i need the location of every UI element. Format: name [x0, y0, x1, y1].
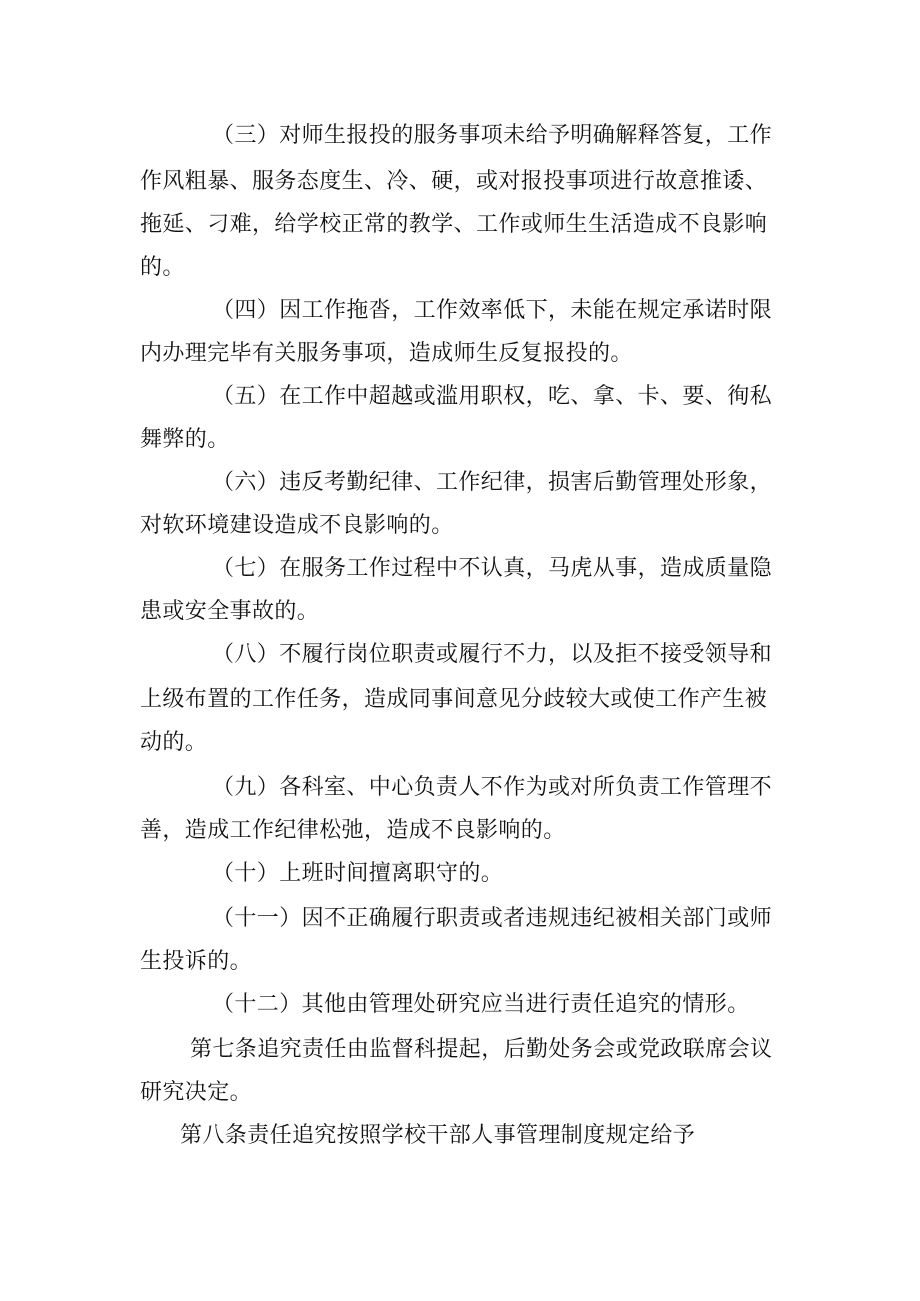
- paragraph-11-line-2: 生投诉的。: [140, 949, 253, 974]
- paragraph-7-line-1: （七）在服务工作过程中不认真，马虎从事，造成质量隐: [212, 556, 773, 581]
- paragraph-3-line-1: （三）对师生报投的服务事项未给予明确解释答复，工作: [212, 123, 773, 148]
- article-7-line-1: 第七条追究责任由监督科提起，后勤处务会或党政联席会议: [190, 1037, 773, 1062]
- paragraph-4-line-1: （四）因工作拖沓，工作效率低下，未能在规定承诺时限: [212, 298, 773, 323]
- paragraph-7-line-2: 患或安全事故的。: [140, 599, 320, 624]
- paragraph-6-line-2: 对软环境建设造成不良影响的。: [140, 513, 454, 538]
- paragraph-10-line-1: （十）上班时间擅离职守的。: [212, 861, 504, 886]
- paragraph-6-line-1: （六）违反考勤纪律、工作纪律，损害后勤管理处形象，: [212, 470, 773, 495]
- paragraph-9-line-1: （九）各科室、中心负责人不作为或对所负责工作管理不: [212, 775, 773, 800]
- paragraph-4-line-2: 内办理完毕有关服务事项，造成师生反复报投的。: [140, 341, 633, 366]
- paragraph-8-line-3: 动的。: [140, 730, 208, 755]
- paragraph-11-line-1: （十一）因不正确履行职责或者违规违纪被相关部门或师: [212, 906, 773, 931]
- paragraph-12-line-1: （十二）其他由管理处研究应当进行责任追究的情形。: [212, 992, 750, 1017]
- article-8-line-1: 第八条责任追究按照学校干部人事管理制度规定给予: [180, 1123, 696, 1148]
- paragraph-5-line-2: 舞弊的。: [140, 427, 230, 452]
- article-7-line-2: 研究决定。: [140, 1080, 253, 1105]
- paragraph-8-line-2: 上级布置的工作任务，造成同事间意见分歧较大或使工作产生被: [140, 687, 768, 712]
- paragraph-8-line-1: （八）不履行岗位职责或履行不力，以及拒不接受领导和: [212, 642, 773, 667]
- paragraph-5-line-1: （五）在工作中超越或滥用职权，吃、拿、卡、要、徇私: [212, 384, 773, 409]
- paragraph-3-line-2: 作风粗暴、服务态度生、冷、硬，或对报投事项进行故意推诿、: [140, 169, 768, 194]
- paragraph-3-line-4: 的。: [140, 255, 185, 280]
- paragraph-9-line-2: 善，造成工作纪律松弛，造成不良影响的。: [140, 818, 566, 843]
- paragraph-3-line-3: 拖延、刁难，给学校正常的教学、工作或师生生活造成不良影响: [140, 212, 768, 237]
